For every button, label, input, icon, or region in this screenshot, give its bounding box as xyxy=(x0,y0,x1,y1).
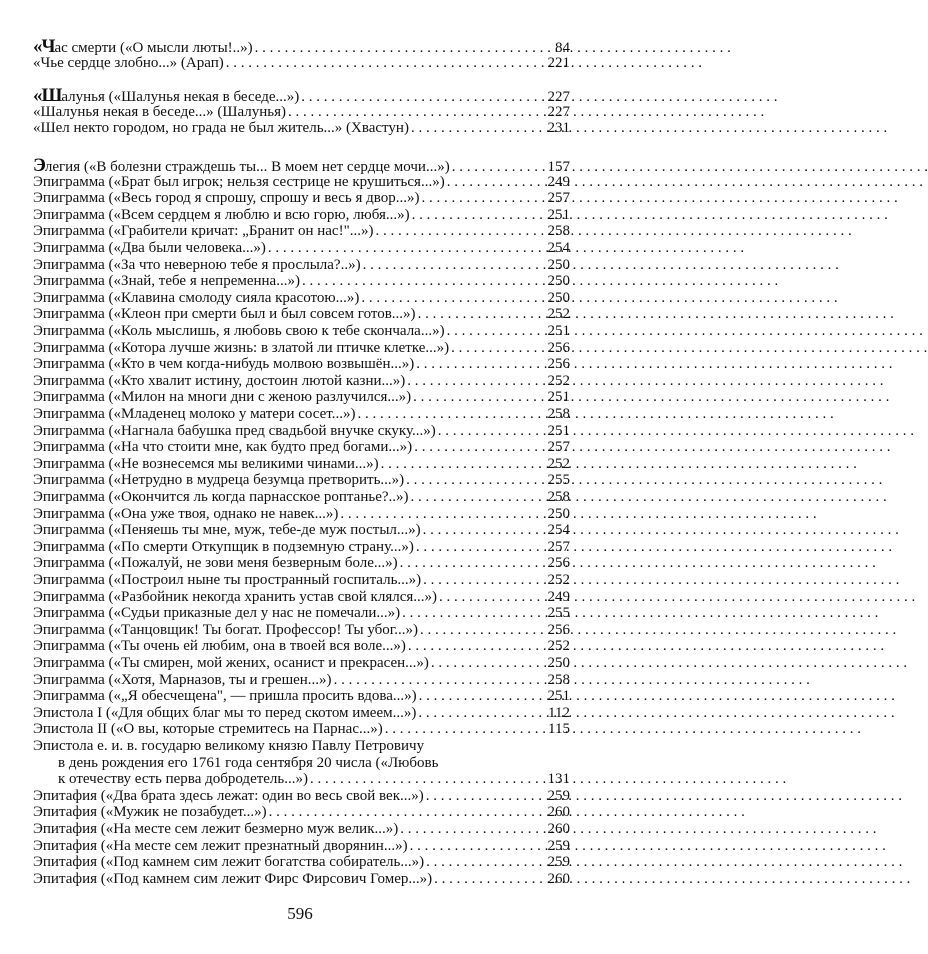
dot-leader xyxy=(408,638,544,655)
index-entry xyxy=(33,38,570,55)
index-entry xyxy=(33,838,570,855)
index-entry xyxy=(33,290,570,307)
entry-page: 250 xyxy=(547,506,570,522)
entry-page: 254 xyxy=(547,522,570,538)
dot-leader xyxy=(420,622,544,639)
dot-leader xyxy=(226,55,544,72)
entry-title: «Чье сердце злобно...» (Арап) xyxy=(33,55,224,71)
entry-title: Эпитафия («Мужик не позабудет...») xyxy=(33,804,267,820)
index-entry xyxy=(33,788,570,805)
index-entry xyxy=(33,55,570,72)
index-entry xyxy=(33,273,570,290)
index-entry xyxy=(33,120,570,137)
entry-page: 250 xyxy=(547,290,570,306)
entry-title: Эпиграмма («Пеняешь ты мне, муж, тебе-де муж постыл...») xyxy=(33,522,421,538)
index-entry xyxy=(33,655,570,672)
dot-leader xyxy=(413,389,544,406)
page-number: 596 xyxy=(287,904,313,923)
entry-title: Эпистола I («Для общих благ мы то перед скотом имеем...») xyxy=(33,705,417,721)
entry-page: 255 xyxy=(547,605,570,621)
entry-page: 258 xyxy=(547,672,570,688)
entry-title: Эпиграмма («Два были человека...») xyxy=(33,240,266,256)
dot-leader xyxy=(363,257,544,274)
dot-leader xyxy=(423,572,544,589)
entry-title: легия («В болезни страждешь ты... В моем нет сердце мочи...») xyxy=(44,159,450,175)
dot-leader xyxy=(340,506,544,523)
entry-title: Эпиграмма («Младенец молоко у матери сосет...») xyxy=(33,406,356,422)
entry-page: 251 xyxy=(547,688,570,704)
entry-title: Эпиграмма («Ты очень ей любим, она в твоей вся воле...») xyxy=(33,638,406,654)
entry-page: 256 xyxy=(547,622,570,638)
index-entry xyxy=(33,240,570,257)
entry-page: 257 xyxy=(547,439,570,455)
index-entry xyxy=(33,506,570,523)
dot-leader xyxy=(302,273,544,290)
index-entry xyxy=(33,854,570,871)
entry-title: Эпиграмма («Разбойник некогда хранить устав свой клялся...») xyxy=(33,589,438,605)
drop-initial: «Ш xyxy=(33,85,62,106)
index-entry xyxy=(33,721,570,738)
index-entry xyxy=(33,174,570,191)
dot-leader xyxy=(422,190,545,207)
index-entry xyxy=(33,804,570,821)
entry-title: Эпиграмма («За что неверною тебе я прослыла?..») xyxy=(33,257,361,273)
entry-page: 221 xyxy=(547,55,570,71)
index-entry xyxy=(33,672,570,689)
entry-title: Эпиграмма («По смерти Откупщик в подземную страну...») xyxy=(33,539,414,555)
entry-title: Эпиграмма («Она уже твоя, однако не навек...») xyxy=(33,506,339,522)
dot-leader xyxy=(381,456,544,473)
entry-page: 256 xyxy=(547,555,570,571)
dot-leader xyxy=(416,356,544,373)
entry-page: 249 xyxy=(547,174,570,190)
entry-title: Эпиграмма («Грабители кричат: „Бранит он нас!"...») xyxy=(33,223,374,239)
index-entry xyxy=(33,223,570,240)
dot-leader xyxy=(406,472,544,489)
index-entry xyxy=(33,340,570,357)
index-entry xyxy=(33,207,570,224)
entry-page: 227 xyxy=(547,89,570,105)
dot-leader xyxy=(385,721,544,738)
entry-title: Эпиграмма («Хотя, Марназов, ты и грешен...») xyxy=(33,672,332,688)
index-entry xyxy=(33,423,570,440)
entry-title: Эпиграмма («„Я обесчещена", — пришла просить вдова...») xyxy=(33,688,417,704)
dot-leader xyxy=(269,804,544,821)
dot-leader xyxy=(411,489,544,506)
index-entry xyxy=(33,572,570,589)
entry-page: 251 xyxy=(547,207,570,223)
index-entry xyxy=(33,489,570,506)
entry-page: 258 xyxy=(547,489,570,505)
index-entry xyxy=(33,472,570,489)
dot-leader xyxy=(419,688,544,705)
dot-leader xyxy=(310,771,544,788)
index-entry xyxy=(33,456,570,473)
entry-title: Эпистола II («О вы, которые стремитесь на Парнас...») xyxy=(33,721,383,737)
entry-title: Эпиграмма («Знай, тебе я непременна...») xyxy=(33,273,300,289)
entry-page: 250 xyxy=(547,655,570,671)
entry-title: алунья («Шалунья некая в беседе...») xyxy=(61,89,300,105)
entry-title: ас смерти («О мысли люты!..») xyxy=(54,40,253,56)
index-entry xyxy=(33,257,570,274)
entry-page: 231 xyxy=(547,120,570,136)
entry-page: 258 xyxy=(547,223,570,239)
index-entry xyxy=(33,522,570,539)
dot-leader xyxy=(431,655,544,672)
entry-page: 254 xyxy=(547,240,570,256)
dot-leader xyxy=(400,821,544,838)
entry-page: 252 xyxy=(547,638,570,654)
entry-title: Эпиграмма («Не вознесемся мы великими чинами...») xyxy=(33,456,379,472)
entry-page: 257 xyxy=(547,190,570,206)
index-entry xyxy=(33,104,570,121)
entry-title: Эпиграмма («Построил ныне ты пространный госпиталь...») xyxy=(33,572,422,588)
drop-initial: «Ч xyxy=(33,36,55,57)
dot-leader xyxy=(434,871,544,888)
entry-page: 258 xyxy=(547,406,570,422)
dot-leader xyxy=(426,854,544,871)
index-entry xyxy=(33,638,570,655)
dot-leader xyxy=(357,406,544,423)
entry-title: Эпитафия («На месте сем лежит безмерно муж велик...») xyxy=(33,821,399,837)
dot-leader xyxy=(439,589,544,606)
entry-page: 259 xyxy=(547,854,570,870)
entry-page: 115 xyxy=(548,721,570,737)
index-entry xyxy=(33,821,570,838)
entry-title: Эпиграмма («Нетрудно в мудреца безумца претворить...») xyxy=(33,472,405,488)
dot-leader xyxy=(402,605,544,622)
dot-leader xyxy=(268,240,544,257)
entry-page: 252 xyxy=(547,306,570,322)
entry-page: 260 xyxy=(547,821,570,837)
entry-title: Эпиграмма («На что стоити мне, как будто пред богами...») xyxy=(33,439,413,455)
index-entry xyxy=(33,705,570,722)
entry-page: 157 xyxy=(547,159,570,175)
index-entry xyxy=(33,356,570,373)
index-entry xyxy=(33,190,570,207)
index-entry xyxy=(33,871,570,888)
entry-page: 259 xyxy=(547,788,570,804)
dot-leader xyxy=(447,323,544,340)
dot-leader xyxy=(375,223,544,240)
dot-leader xyxy=(412,207,544,224)
index-entry xyxy=(33,688,570,705)
entry-title: Эпиграмма («Клавина смолоду сияла красотою...») xyxy=(33,290,360,306)
entry-page: 252 xyxy=(547,456,570,472)
entry-title: Эпиграмма («Танцовщик! Ты богат. Профессор! Ты убог...») xyxy=(33,622,418,638)
dot-leader xyxy=(361,290,544,307)
entry-page: 260 xyxy=(547,804,570,820)
entry-page: 251 xyxy=(547,423,570,439)
dot-leader xyxy=(288,104,544,121)
entry-page: 256 xyxy=(547,340,570,356)
entry-page: 84 xyxy=(555,40,570,56)
entry-title: Эпитафия («Два брата здесь лежат: один во весь свой век...») xyxy=(33,788,424,804)
index-entry xyxy=(33,157,570,174)
entry-title: Эпиграмма («Клеон при смерти был и был совсем готов...») xyxy=(33,306,416,322)
index-entry xyxy=(33,622,570,639)
dot-leader xyxy=(418,306,544,323)
dot-leader xyxy=(438,423,544,440)
dot-leader xyxy=(426,788,544,805)
index-entry xyxy=(33,589,570,606)
entry-page: 251 xyxy=(547,389,570,405)
entry-page: 250 xyxy=(547,273,570,289)
index-entry xyxy=(33,87,570,104)
dot-leader xyxy=(407,373,544,390)
index-entry-multiline-line3 xyxy=(58,771,570,788)
entry-title: Эпитафия («На месте сем лежит презнатный дворянин...») xyxy=(33,838,408,854)
entry-title: Эпитафия («Под камнем сим лежит Фирс Фирсович Гомер...») xyxy=(33,871,433,887)
index-entry xyxy=(33,539,570,556)
entry-title: Эпиграмма («Всем сердцем я люблю и всю горю, любя...») xyxy=(33,207,410,223)
index-entry xyxy=(33,439,570,456)
entry-page: 227 xyxy=(547,104,570,120)
index-entry-multiline-line2 xyxy=(58,755,570,772)
entry-page: 131 xyxy=(547,771,570,787)
dot-leader xyxy=(410,838,544,855)
index-entry xyxy=(33,555,570,572)
dot-leader xyxy=(411,120,544,137)
entry-title: в день рождения его 1761 года сентября 20 числа («Любовь xyxy=(58,755,439,771)
index-entry xyxy=(33,389,570,406)
entry-title: Эпиграмма («Кто в чем когда-нибудь молвою возвышён...») xyxy=(33,356,415,372)
index-entry xyxy=(33,323,570,340)
entry-page: 250 xyxy=(547,257,570,273)
index-entry xyxy=(33,605,570,622)
entry-title: Эпиграмма («Нагнала бабушка пред свадьбой внучке скуку...») xyxy=(33,423,436,439)
entry-title: Эпиграмма («Милон на многи дни с женою разлучился...») xyxy=(33,389,412,405)
dot-leader xyxy=(423,522,544,539)
dot-leader xyxy=(416,539,544,556)
entry-page: 252 xyxy=(547,572,570,588)
entry-page: 251 xyxy=(547,323,570,339)
entry-title: Эпиграмма («Весь город я спрошу, спрошу и весь я двор...») xyxy=(33,190,420,206)
entry-title: Эпиграмма («Ты смирен, мой жених, осанист и прекрасен...») xyxy=(33,655,429,671)
entry-page: 260 xyxy=(547,871,570,887)
entry-title: Эпитафия («Под камнем сим лежит богатства собиратель...») xyxy=(33,854,425,870)
entry-title: к отечеству есть перва добродетель...») xyxy=(58,771,309,787)
entry-page: 112 xyxy=(548,705,570,721)
entry-title: Эпиграмма («Пожалуй, не зови меня безверным боле...») xyxy=(33,555,398,571)
entry-page: 252 xyxy=(547,373,570,389)
entry-title: Эпиграмма («Окончится ль когда парнасское роптанье?..») xyxy=(33,489,409,505)
index-entry xyxy=(33,306,570,323)
dot-leader xyxy=(447,174,544,191)
index-entry-multiline-line1 xyxy=(33,738,570,755)
drop-initial: Э xyxy=(33,155,45,176)
dot-leader xyxy=(334,672,544,689)
entry-page: 257 xyxy=(547,539,570,555)
dot-leader xyxy=(400,555,544,572)
entry-page: 256 xyxy=(547,356,570,372)
index-entry xyxy=(33,373,570,390)
entry-title: Эпиграмма («Коль мыслишь, я любовь свою к тебе скончала...») xyxy=(33,323,445,339)
entry-page: 249 xyxy=(547,589,570,605)
entry-page: 259 xyxy=(547,838,570,854)
entry-title: «Шалунья некая в беседе...» (Шалунья) xyxy=(33,104,287,120)
entry-title: «Шел некто городом, но града не был житель...» (Хвастун) xyxy=(33,120,409,136)
entry-title: Эпиграмма («Кто хвалит истину, достоин лютой казни...») xyxy=(33,373,406,389)
dot-leader xyxy=(414,439,544,456)
dot-leader xyxy=(451,340,544,357)
entry-title: Эпиграмма («Брат был игрок; нельзя сестрице не крушиться...») xyxy=(33,174,445,190)
entry-title: Эпиграмма («Котора лучше жизнь: в златой ли птичке клетке...») xyxy=(33,340,450,356)
dot-leader xyxy=(418,705,544,722)
index-entry xyxy=(33,406,570,423)
entry-title: Эпистола е. и. в. государю великому князю Павлу Петровичу xyxy=(33,738,425,754)
entry-page: 255 xyxy=(547,472,570,488)
entry-title: Эпиграмма («Судьи приказные дел у нас не помечали...») xyxy=(33,605,401,621)
